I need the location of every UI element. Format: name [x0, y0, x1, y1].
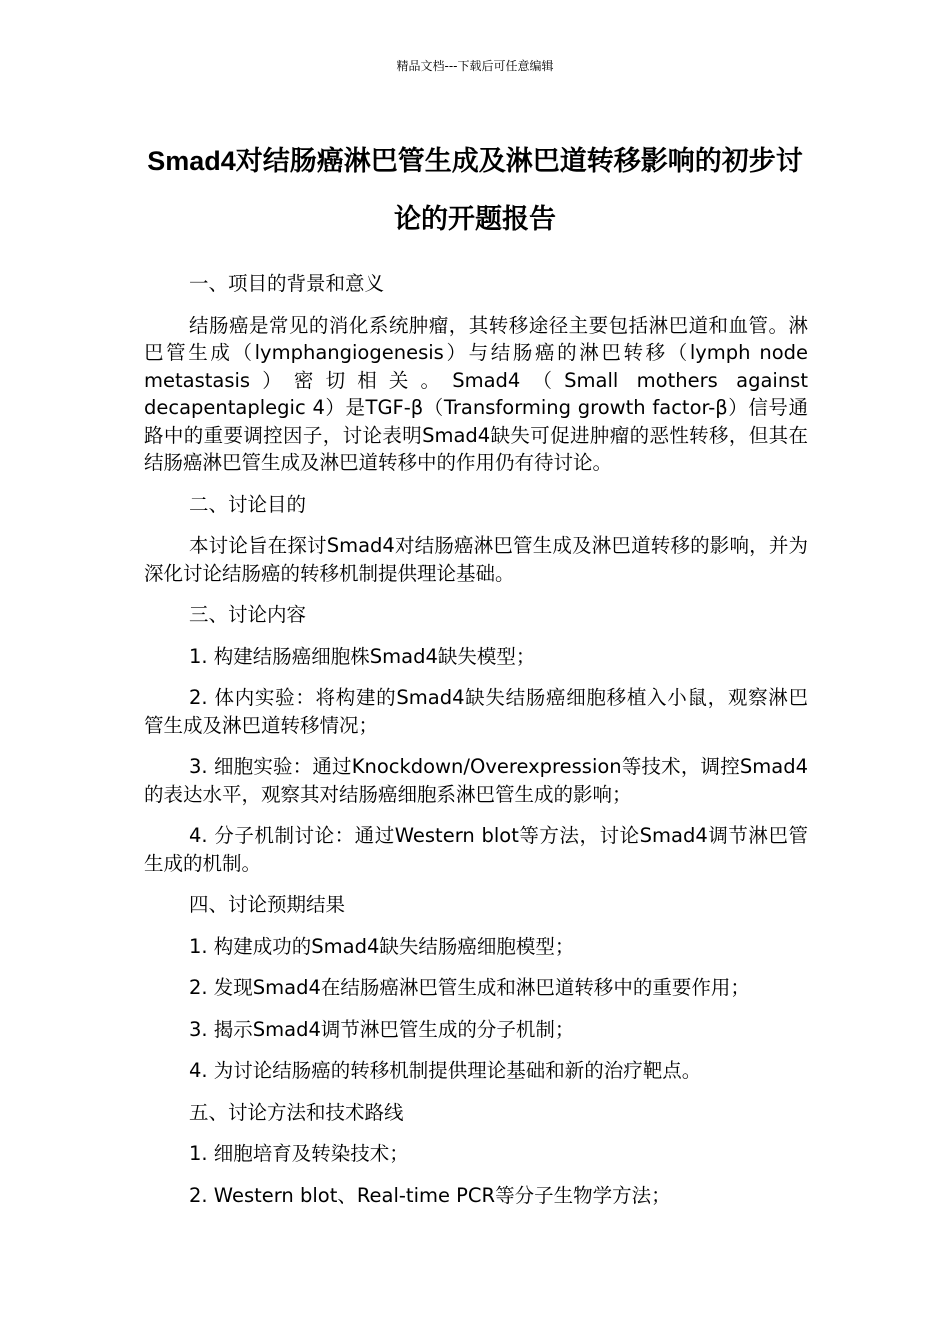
list-item-method-1: 1. 细胞培育及转染技术；: [189, 1142, 409, 1165]
section-heading-purpose: 二、讨论目的: [189, 492, 307, 516]
document-title: Smad4对结肠癌淋巴管生成及淋巴道转移影响的初步讨论的开题报告: [147, 146, 803, 234]
document-body: [144, 270, 808, 1223]
paragraph-purpose: 本讨论旨在探讨Smad4对结肠癌淋巴管生成及淋巴道转移的影响，并为深化讨论结肠癌的转移机制提供理论基础。: [144, 534, 808, 585]
section-heading-content: 三、讨论内容: [189, 603, 307, 626]
list-item-result-1: 1. 构建成功的Smad4缺失结肠癌细胞模型；: [189, 934, 575, 958]
list-item-content-3: 3. 细胞实验：通过Knockdown/Overexpression等技术，调控Smad4的表达水平，观察其对结肠癌细胞系淋巴管生成的影响；: [144, 755, 808, 806]
paragraph-background: 结肠癌是常见的消化系统肿瘤，其转移途径主要包括淋巴道和血管。淋巴管生成（lymphangiogenesis）与结肠癌的淋巴转移（lymph node metastasis）密切相关。Smad4（Small mothers against decapentaplegic 4）是TGF-β（Transforming growth factor-β）信号通路中的重要调控因子，讨论表明Smad4缺失可促进肿瘤的恶性转移，但其在结肠癌淋巴管生成及淋巴道转移中的作用仍有待讨论。: [144, 313, 808, 474]
section-heading-background: 一、项目的背景和意义: [189, 272, 385, 295]
header-note: 精品文档---下载后可任意编辑: [396, 59, 554, 73]
list-item-result-4: 4. 为讨论结肠癌的转移机制提供理论基础和新的治疗靶点。: [189, 1059, 702, 1082]
section-heading-methods: 五、讨论方法和技术路线: [189, 1100, 404, 1124]
list-item-method-2: 2. Western blot、Real-time PCR等分子生物学方法；: [189, 1183, 671, 1207]
list-item-content-1: 1. 构建结肠癌细胞株Smad4缺失模型；: [189, 644, 536, 668]
list-item-result-3: 3. 揭示Smad4调节淋巴管生成的分子机制；: [189, 1017, 575, 1041]
list-item-content-4: 4. 分子机制讨论：通过Western blot等方法，讨论Smad4调节淋巴管生成的机制。: [144, 824, 808, 875]
section-heading-expected-results: 四、讨论预期结果: [189, 893, 346, 916]
list-item-result-2: 2. 发现Smad4在结肠癌淋巴管生成和淋巴道转移中的重要作用；: [189, 976, 750, 999]
list-item-content-2: 2. 体内实验：将构建的Smad4缺失结肠癌细胞移植入小鼠，观察淋巴管生成及淋巴道转移情况；: [144, 686, 808, 737]
